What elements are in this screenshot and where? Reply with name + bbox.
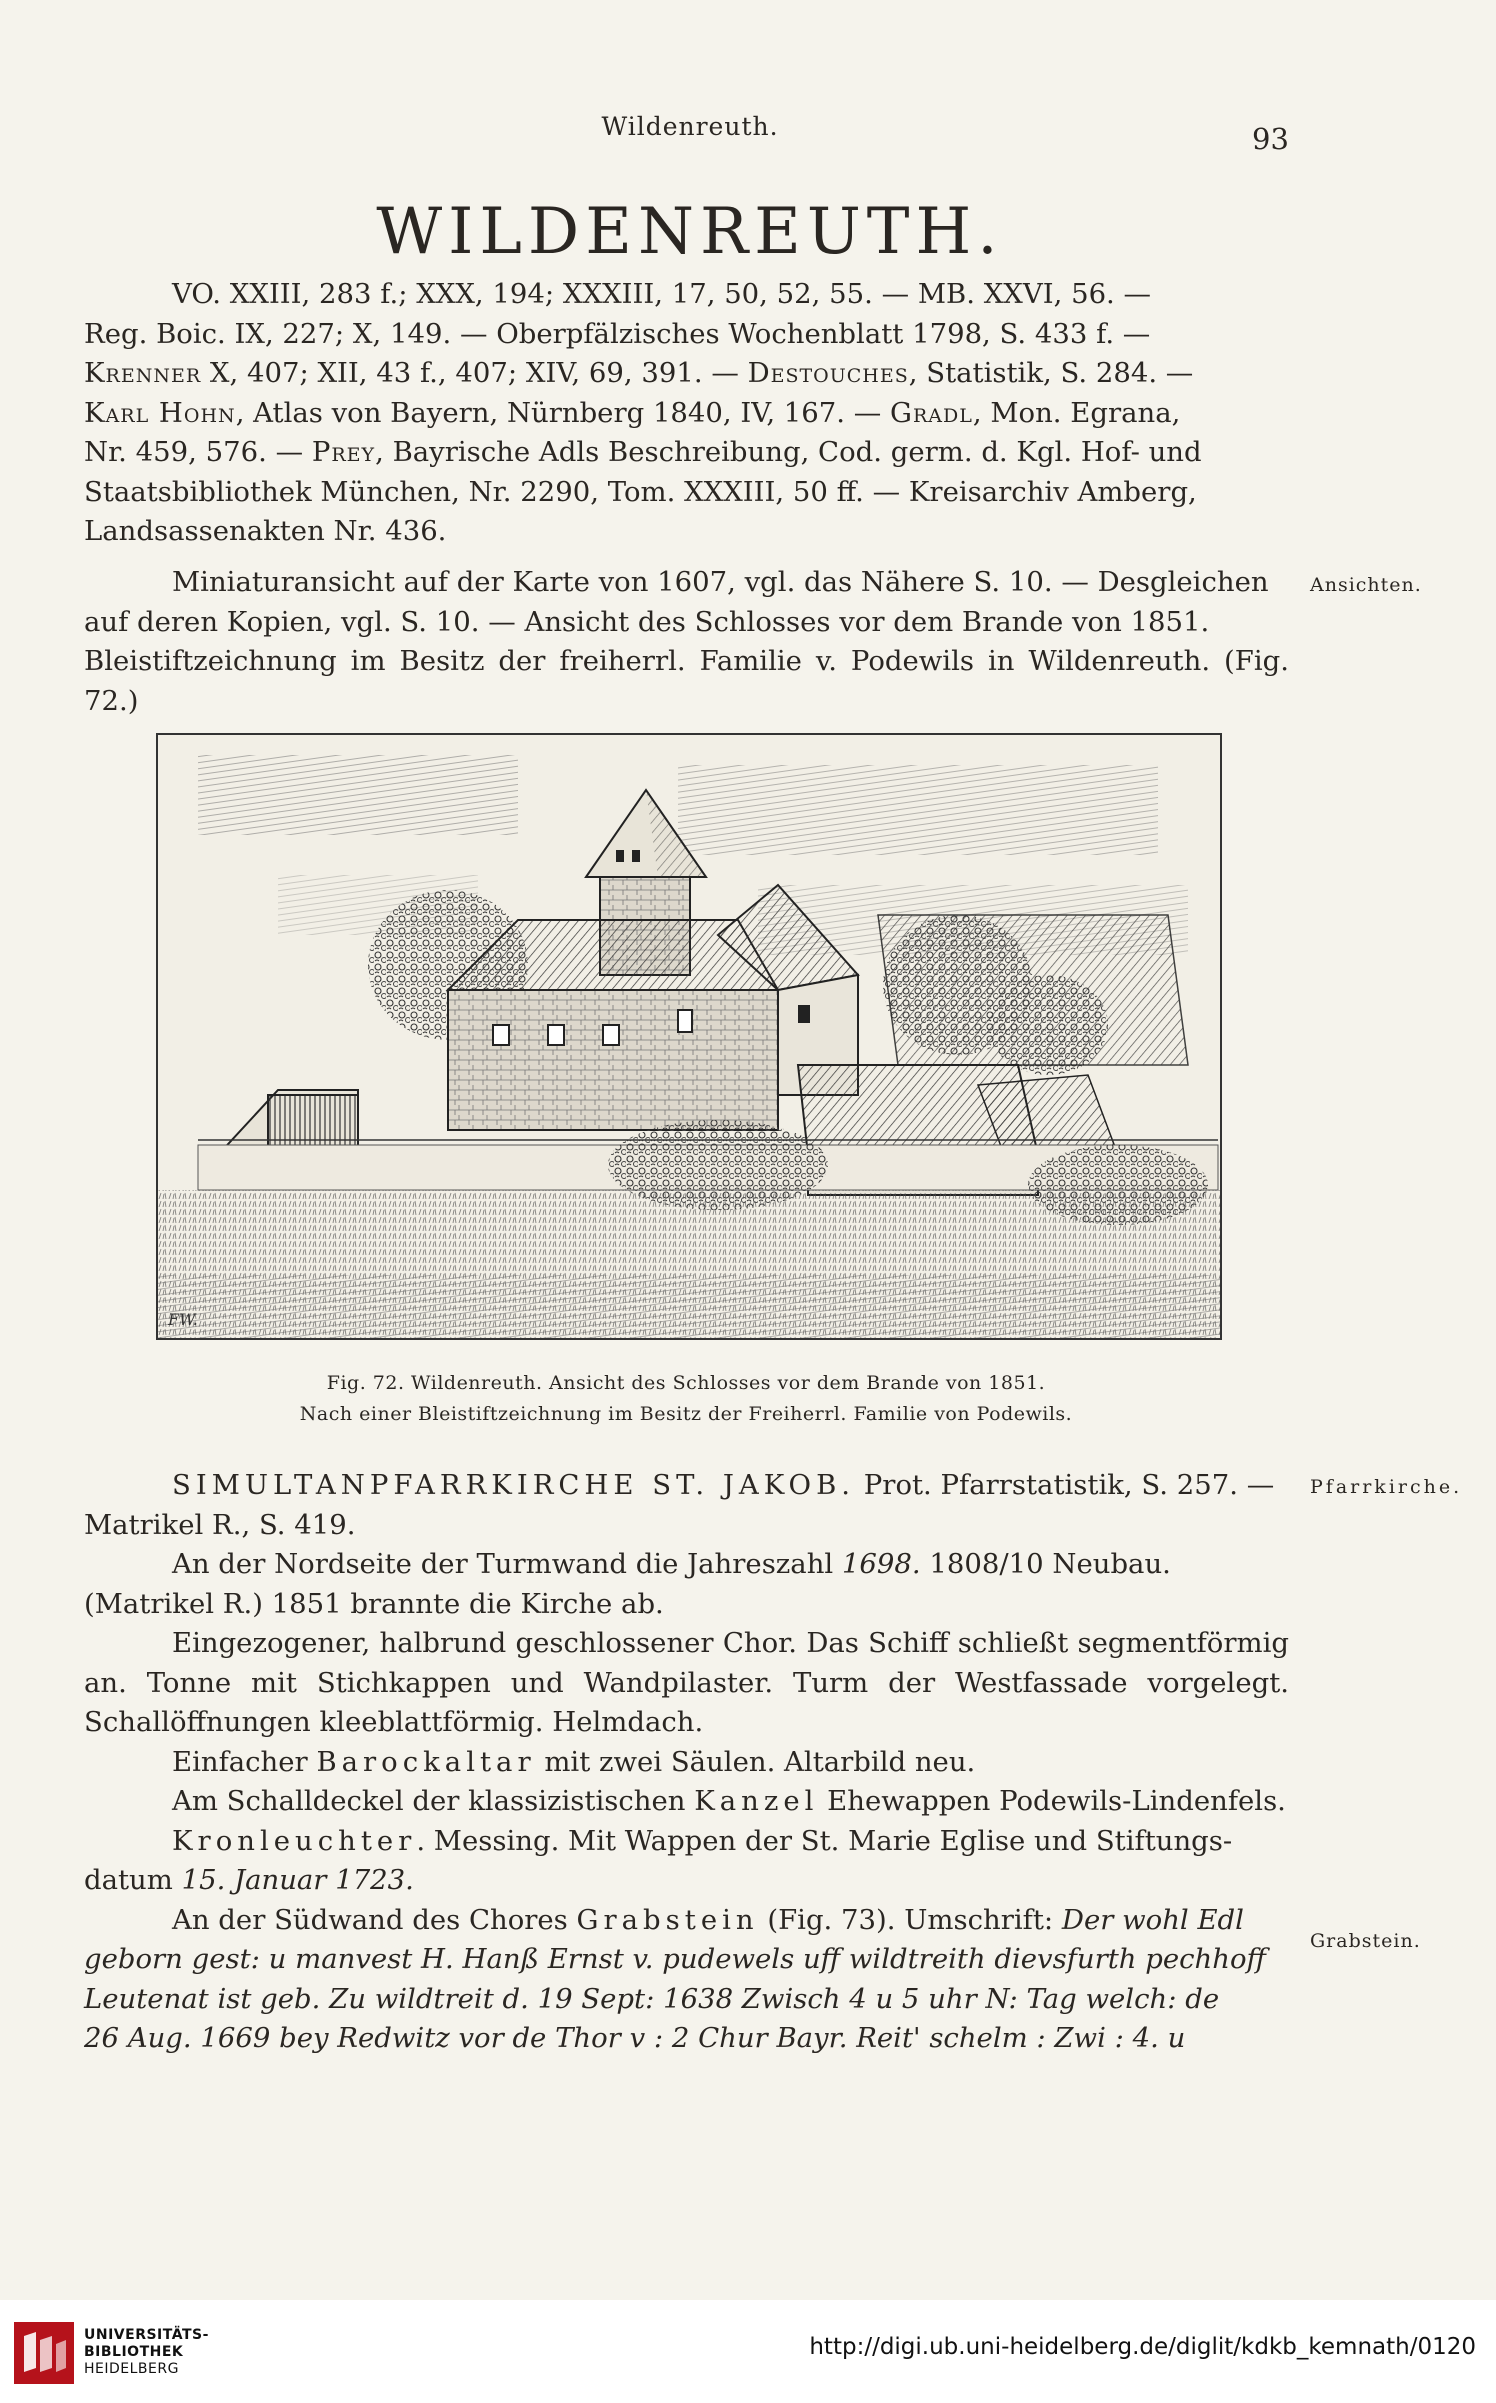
text-paragraph bbox=[84, 1782, 1289, 1822]
library-name-line: BIBLIOTHEK bbox=[84, 2344, 184, 2360]
permalink-url[interactable]: http://digi.ub.uni-heidelberg.de/diglit/kdkb_kemnath/0120 bbox=[809, 2334, 1476, 2360]
keyword-spaced: Barockaltar bbox=[316, 1745, 536, 1778]
text-paragraph: Eingezogener, halbrund geschlossener Chor. Das Schiff schließt segmentförmig an. Tonne mit Stichkappen und Wandpilaster. Turm der Westfassade vorgelegt. Schallöffnungen kleeblattförmig. Helmdach. bbox=[84, 1627, 1289, 1738]
text-line: Staatsbibliothek München, Nr. 2290, Tom. XXXIII, 50 ff. — Kreisarchiv Amberg, bbox=[84, 475, 1197, 508]
pfarrkirche-section bbox=[84, 1466, 1289, 2059]
inscription-italic: 26 Aug. 1669 bey Redwitz vor de Thor v : 2 Chur Bayr. Reit' schelm : Zwi : 4. u bbox=[84, 2022, 1186, 2054]
text-span: . Messing. Mit Wappen der St. Marie Eglise und Stiftungs- bbox=[416, 1824, 1233, 1857]
text-line: Landsassenakten Nr. 436. bbox=[84, 515, 447, 547]
date-italic: 1698. bbox=[841, 1548, 921, 1580]
bibliography-block bbox=[84, 275, 1289, 552]
page-number: 93 bbox=[1252, 122, 1289, 156]
text-line bbox=[84, 433, 1289, 473]
text-line: Matrikel R., S. 419. bbox=[84, 1508, 356, 1541]
ansichten-paragraph bbox=[84, 563, 1289, 721]
text-span: Nr. 459, 576. — bbox=[84, 436, 312, 468]
text-span: mit zwei Säulen. Altarbild neu. bbox=[535, 1745, 976, 1778]
keyword-spaced: Grabstein bbox=[576, 1903, 759, 1936]
text-span: 1808/10 Neubau. bbox=[920, 1548, 1171, 1580]
text-span: Am Schalldeckel der klassizistischen bbox=[172, 1785, 695, 1817]
margin-note-pfarrkirche: Pfarrkirche. bbox=[1310, 1476, 1463, 1498]
library-name-line: UNIVERSITÄTS- bbox=[84, 2327, 209, 2343]
text-span: Prot. Pfarrstatistik, S. 257. — bbox=[855, 1469, 1275, 1501]
castle-east-wing bbox=[718, 885, 1188, 1095]
text-span: , Mon. Egrana, bbox=[972, 396, 1181, 429]
artist-signature: FW. bbox=[168, 1310, 198, 1329]
library-name-line: HEIDELBERG bbox=[84, 2361, 179, 2377]
text-span: , Statistik, S. 284. — bbox=[908, 357, 1194, 389]
figure-caption bbox=[0, 1368, 1372, 1430]
text-span: Ehewappen Podewils-Lindenfels. bbox=[818, 1785, 1286, 1817]
library-name bbox=[84, 2327, 209, 2378]
section-heading-line bbox=[84, 1466, 1289, 1506]
text-span: (Fig. 73). Umschrift: bbox=[758, 1903, 1062, 1936]
text-line: Miniaturansicht auf der Karte von 1607, vgl. das Nähere S. 10. — Desgleichen bbox=[172, 566, 1269, 598]
inscription-italic: Leutenat ist geb. Zu wildtreit d. 19 Sept: 1638 Zwisch 4 u 5 uhr N: Tag welch: de bbox=[84, 1982, 1220, 2015]
margin-note-grabstein: Grabstein. bbox=[1310, 1930, 1421, 1952]
text-paragraph bbox=[84, 1901, 1289, 2059]
text-span: , Bayrische Adls Beschreibung, Cod. germ. d. Kgl. Hof- und bbox=[375, 436, 1202, 468]
text-span: datum bbox=[84, 1864, 182, 1896]
inscription-italic: Der wohl Edl bbox=[1061, 1903, 1244, 1936]
castle-drawing bbox=[158, 735, 1220, 1338]
text-span: X, 407; XII, 43 f., 407; XIV, 69, 391. — bbox=[201, 357, 748, 389]
keyword-spaced: Kronleuchter bbox=[172, 1824, 417, 1857]
keyword-spaced: Kanzel bbox=[694, 1785, 819, 1817]
university-library-logo-icon bbox=[14, 2322, 74, 2384]
ground-and-wall bbox=[158, 1120, 1220, 1338]
text-span: Einfacher bbox=[172, 1745, 317, 1778]
author-name: Prey bbox=[311, 436, 376, 468]
text-span: (Matrikel R.) 1851 brannte die Kirche ab. bbox=[84, 1587, 664, 1620]
author-name: Destouches bbox=[747, 357, 909, 389]
library-footer bbox=[0, 2300, 1496, 2403]
castle-drawing-figure bbox=[156, 733, 1222, 1340]
running-head: Wildenreuth. bbox=[601, 112, 779, 141]
text-line: Reg. Boic. IX, 227; X, 149. — Oberpfälzisches Wochenblatt 1798, S. 433 f. — bbox=[84, 317, 1151, 350]
inscription-italic: geborn gest: u manvest H. Hanß Ernst v. pudewels uff wildtreith dievsfurth pechhoff bbox=[84, 1943, 1266, 1975]
text-line: Bleistiftzeichnung im Besitz der freiherrl. Familie v. Podewils in Wildenreuth. (Fig. 72.) bbox=[84, 645, 1289, 717]
text-span: An der Südwand des Chores bbox=[172, 1903, 577, 1936]
text-span: , Atlas von Bayern, Nürnberg 1840, IV, 167. — bbox=[235, 396, 891, 429]
author-name: Gradl bbox=[890, 396, 973, 429]
text-line: VO. XXIII, 283 f.; XXX, 194; XXXIII, 17, 50, 52, 55. — MB. XXVI, 56. — bbox=[172, 278, 1152, 310]
text-paragraph bbox=[84, 1822, 1289, 1901]
text-line: auf deren Kopien, vgl. S. 10. — Ansicht des Schlosses vor dem Brande von 1851. bbox=[84, 605, 1210, 638]
author-name: Karl Hohn bbox=[84, 396, 236, 429]
author-name: Krenner bbox=[84, 357, 202, 389]
text-paragraph bbox=[84, 1545, 1289, 1624]
text-span: An der Nordseite der Turmwand die Jahreszahl bbox=[172, 1548, 842, 1580]
caption-line: Fig. 72. Wildenreuth. Ansicht des Schlosses vor dem Brande von 1851. bbox=[326, 1372, 1046, 1394]
castle-main-building bbox=[448, 920, 778, 1130]
date-italic: 15. Januar 1723. bbox=[181, 1864, 414, 1896]
text-line bbox=[84, 394, 1289, 434]
page-title: WILDENREUTH. bbox=[376, 195, 1004, 269]
text-line bbox=[84, 354, 1289, 394]
section-heading: SIMULTANPFARRKIRCHE ST. JAKOB. bbox=[172, 1469, 856, 1501]
text-paragraph bbox=[84, 1743, 1289, 1783]
caption-line: Nach einer Bleistiftzeichnung im Besitz der Freiherrl. Familie von Podewils. bbox=[299, 1403, 1073, 1425]
margin-note-ansichten: Ansichten. bbox=[1310, 574, 1422, 596]
